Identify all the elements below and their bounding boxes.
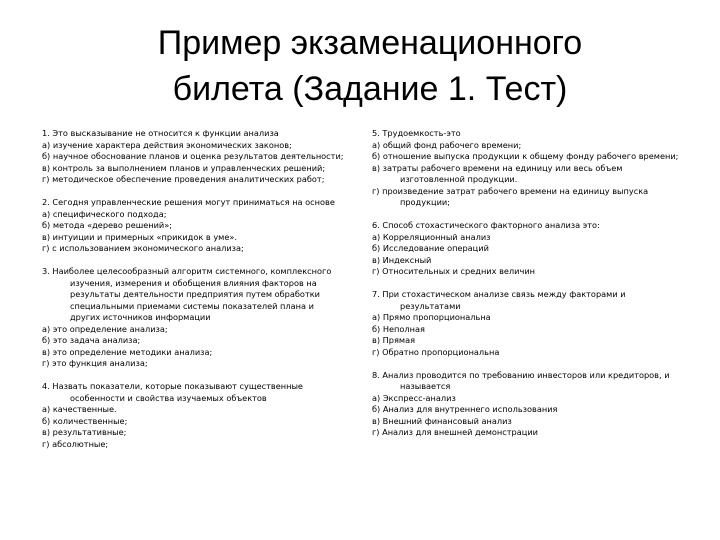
answer-option: г) с использованием экономического анализа; — [42, 243, 244, 253]
answer-option: б) научное обоснование планов и оценка результатов деятельности; — [42, 151, 344, 161]
question-text-continuation: продукции; — [400, 197, 450, 207]
question-text: 2. Сегодня управленческие решения могут приниматься на основе — [42, 197, 335, 207]
answer-option: б) метода «дерево решений»; — [42, 220, 173, 230]
slide-title — [60, 20, 680, 112]
question-text-continuation: других источников информации — [70, 312, 211, 322]
answer-option: а) изучение характера действия экономических законов; — [42, 139, 292, 150]
answer-option: в) интуиции и примерных «прикидок в уме». — [42, 231, 237, 242]
answer-option: г) произведение затрат рабочего времени на единицу выпуска — [372, 185, 649, 196]
answer-option: а) специфического подхода; — [42, 208, 167, 219]
question-text: 8. Анализ проводится по требованию инвесторов или кредиторов, и — [372, 369, 670, 380]
slide-title-line-1: Пример экзаменационного — [157, 24, 583, 62]
question-text-continuation: особенности и свойства изучаемых объектов — [70, 392, 267, 403]
question-block — [42, 197, 360, 255]
right-question-column — [372, 128, 692, 450]
answer-option: в) затраты рабочего времени на единицу или весь объем — [372, 162, 623, 173]
answer-option: а) Экспресс-анализ — [372, 392, 456, 403]
question-text: 7. При стохастическом анализе связь между факторами и — [372, 289, 626, 299]
answer-option: б) Исследование операций — [372, 243, 489, 253]
answer-option: г) методическое обеспечение проведения аналитических работ; — [42, 174, 325, 184]
answer-option: г) Обратно пропорциональна — [372, 346, 500, 357]
answer-option: в) результативные; — [42, 427, 127, 437]
question-text-continuation: изготовленной продукции. — [400, 174, 518, 184]
question-block — [372, 370, 692, 439]
question-text-continuation: специальными приемами системы показателей плана и — [70, 300, 314, 311]
answer-option: в) это определение методики анализа; — [42, 346, 213, 357]
question-block — [372, 289, 692, 358]
question-block — [42, 266, 360, 370]
answer-option: б) отношение выпуска продукции к общему фонду рабочего времени; — [372, 151, 679, 161]
answer-option: б) количественные; — [42, 415, 128, 426]
question-text: 3. Наиболее целесообразный алгоритм системного, комплексного — [42, 266, 332, 276]
question-text: 5. Трудоемкость-это — [372, 128, 461, 138]
answer-option: б) это задача анализа; — [42, 335, 141, 345]
answer-option: а) общий фонд рабочего времени; — [372, 139, 522, 150]
answer-option: б) Неполная — [372, 323, 425, 334]
question-block — [42, 128, 360, 186]
answer-option: г) это функция анализа; — [42, 358, 148, 368]
question-text-continuation: результатами — [400, 300, 461, 311]
answer-option: г) Анализ для внешней демонстрации — [372, 427, 538, 437]
question-text: 4. Назвать показатели, которые показывают существенные — [42, 381, 303, 391]
question-text: 6. Способ стохастического факторного анализа это: — [372, 220, 600, 230]
left-question-column — [42, 128, 360, 462]
answer-option: в) Прямая — [372, 335, 416, 345]
question-text: 1. Это высказывание не относится к функции анализа — [42, 128, 279, 138]
answer-option: в) Индексный — [372, 254, 432, 265]
question-text-continuation: изучения, измерения и обобщения влияния факторов на — [70, 277, 317, 288]
answer-option: а) Прямо пропорциональна — [372, 312, 491, 322]
question-text-continuation: называется — [400, 381, 451, 391]
answer-option: а) качественные. — [42, 404, 117, 414]
answer-option: а) Корреляционный анализ — [372, 231, 491, 242]
answer-option: а) это определение анализа; — [42, 323, 168, 334]
answer-option: г) Относительных и средних величин — [372, 266, 535, 276]
question-block — [42, 381, 360, 450]
answer-option: б) Анализ для внутреннего использования — [372, 404, 558, 414]
answer-option: в) контроль за выполнением планов и управленческих решений; — [42, 162, 326, 173]
slide-title-line-2: билета (Задание 1. Тест) — [172, 70, 568, 108]
question-block — [372, 220, 692, 278]
question-block — [372, 128, 692, 209]
answer-option: в) Внешний финансовый анализ — [372, 415, 512, 426]
answer-option: г) абсолютные; — [42, 438, 109, 449]
question-text-continuation: результаты деятельности предприятия путем обработки — [70, 289, 320, 299]
